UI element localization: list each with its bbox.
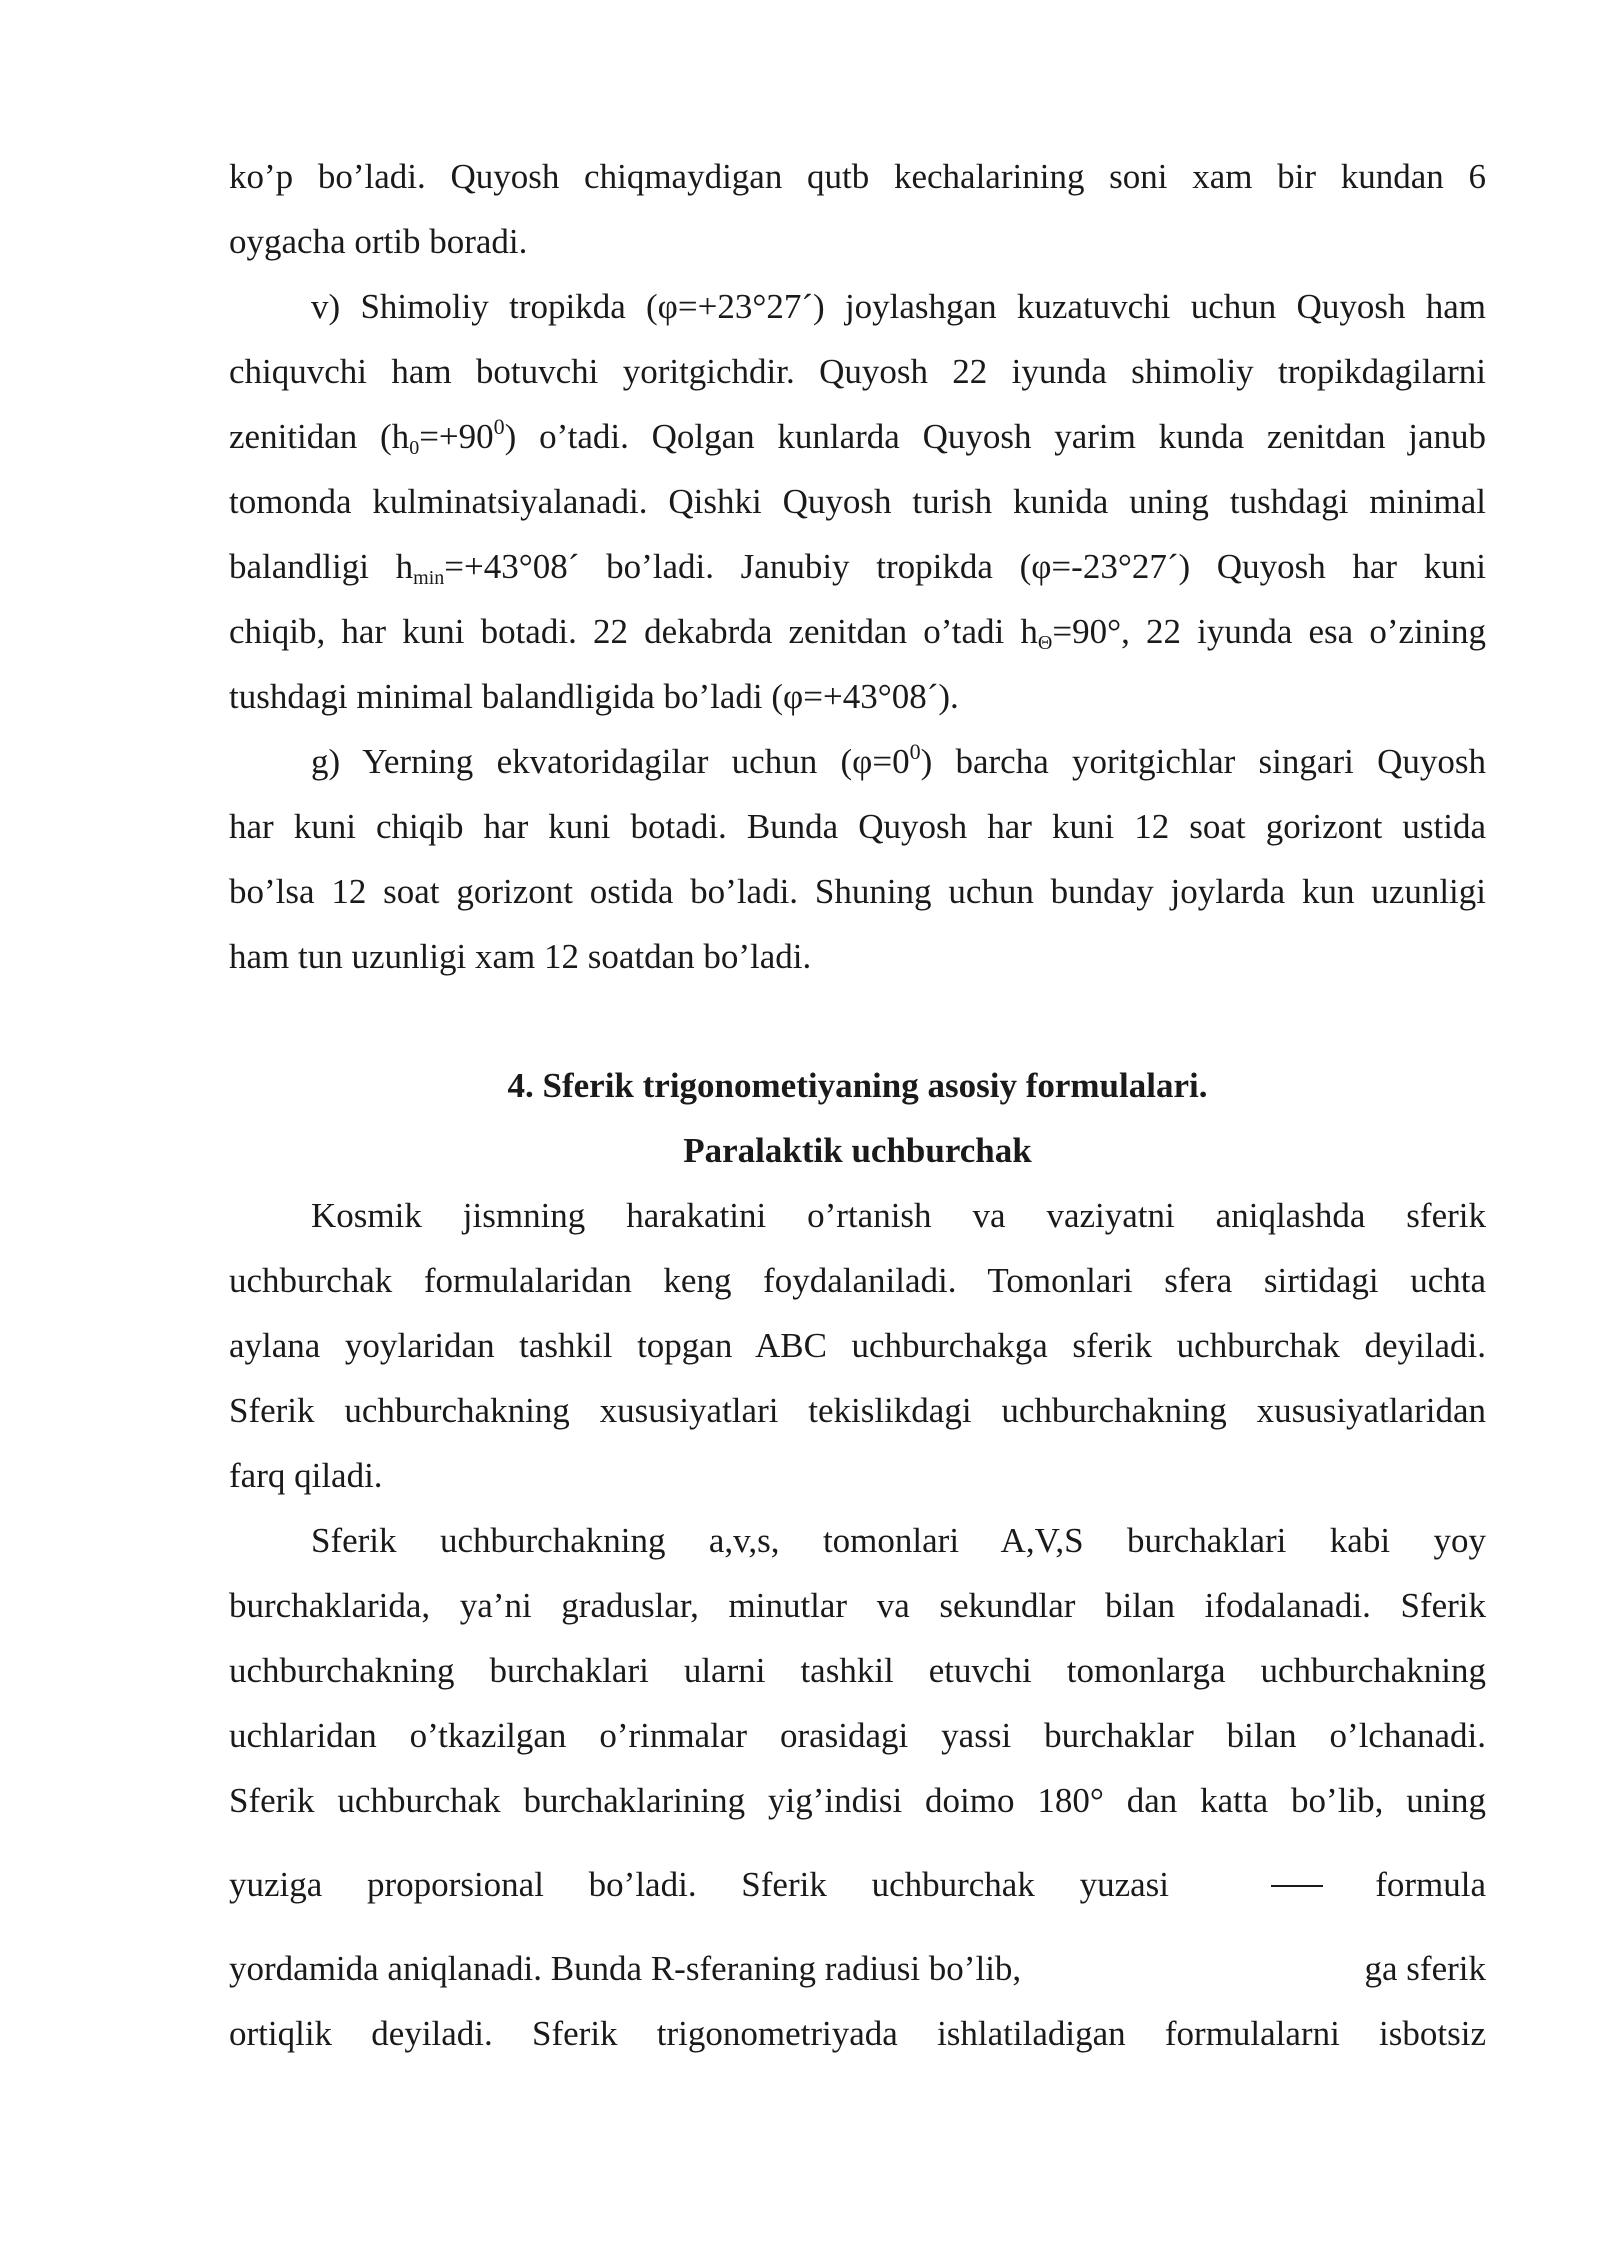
paragraph-line: chiquvchi ham botuvchi yoritgichdir. Quyosh 22 iyunda shimoliy tropikdagilarni [229, 352, 1486, 391]
paragraph-line: oygacha ortib boradi. [229, 222, 528, 261]
paragraph-line: tushdagi minimal balandligida bo’ladi (φ=+43°08´). [229, 677, 959, 716]
section-subtitle: Paralaktik uchburchak [683, 1131, 1032, 1170]
paragraph-line: burchaklarida, ya’ni graduslar, minutlar va sekundlar bilan ifodalanadi. Sferik [229, 1586, 1486, 1625]
paragraph-line: har kuni chiqib har kuni botadi. Bunda Quyosh har kuni 12 soat gorizont ustida [229, 807, 1486, 846]
paragraph-line: Sferik uchburchakning a,v,s, tomonlari A,V,S burchaklari kabi yoy [311, 1521, 1486, 1560]
paragraph-line: uchburchak formulalaridan keng foydalaniladi. Tomonlari sfera sirtidagi uchta [229, 1261, 1486, 1300]
paragraph-line: uchburchakning burchaklari ularni tashkil etuvchi tomonlarga uchburchakning [229, 1651, 1486, 1690]
paragraph-line: ortiqlik deyiladi. Sferik trigonometriyada ishlatiladigan formulalarni isbotsiz [229, 2014, 1486, 2053]
paragraph-line: Sferik uchburchak burchaklarining yig’indisi doimo 180° dan katta bo’lib, uning [229, 1781, 1486, 1820]
paragraph-line: tomonda kulminatsiyalanadi. Qishki Quyosh turish kunida uning tushdagi minimal [229, 482, 1486, 521]
paragraph-line: yuziga proporsional bo’ladi. Sferik uchburchak yuzasi [229, 1865, 1169, 1904]
paragraph-line: aylana yoylaridan tashkil topgan ABC uchburchakga sferik uchburchak deyiladi. [229, 1326, 1486, 1365]
formula-fraction-bar [1271, 1885, 1323, 1887]
paragraph-line: uchlaridan o’tkazilgan o’rinmalar orasidagi yassi burchaklar bilan o’lchanadi. [229, 1716, 1486, 1755]
paragraph-line: zenitidan $(h_0=+90^0)$ o’tadi. Qolgan kunlarda Quyosh yarim kunda zenitdan janub [229, 414, 1486, 459]
paragraph-line: bo’lsa 12 soat gorizont ostida bo’ladi. Shuning uchun bunday joylarda kun uzunligi [229, 872, 1486, 911]
paragraph-line: balandligi $h_{min}=+43^\circ 08´$ bo’ladi. Janubiy tropikda (φ=-23°27´) Quyosh har kuni [229, 547, 1486, 589]
paragraph-line: ko’p bo’ladi. Quyosh chiqmaydigan qutb kechalarining soni xam bir kundan 6 [229, 157, 1486, 196]
paragraph-line-end: ga sferik [1364, 1949, 1486, 1988]
paragraph-line: farq qiladi. [229, 1456, 383, 1495]
paragraph-line: Sferik uchburchakning xususiyatlari tekislikdagi uchburchakning xususiyatlaridan [229, 1391, 1486, 1430]
paragraph-line: Kosmik jismning harakatini o’rtanish va vaziyatni aniqlashda sferik [311, 1196, 1486, 1235]
paragraph-line: chiqib, har kuni botadi. 22 dekabrda zenitdan o’tadi $h_\Theta=90^\circ$, 22 iyunda esa o’zining [229, 612, 1486, 654]
paragraph-line: g) Yerning ekvatoridagilar uchun $(\varphi=0^0)$ barcha yoritgichlar singari Quyosh [311, 739, 1486, 781]
section-title: 4. Sferik trigonometiyaning asosiy formulalari. [507, 1066, 1208, 1105]
paragraph-line-end: formula [1375, 1865, 1486, 1904]
paragraph-line: yordamida aniqlanadi. Bunda R-sferaning radiusi bo’lib, [229, 1949, 1022, 1988]
paragraph-line: v) Shimoliy tropikda (φ=+23°27´) joylashgan kuzatuvchi uchun Quyosh ham [311, 287, 1486, 326]
paragraph-line: ham tun uzunligi xam 12 soatdan bo’ladi. [229, 937, 812, 976]
